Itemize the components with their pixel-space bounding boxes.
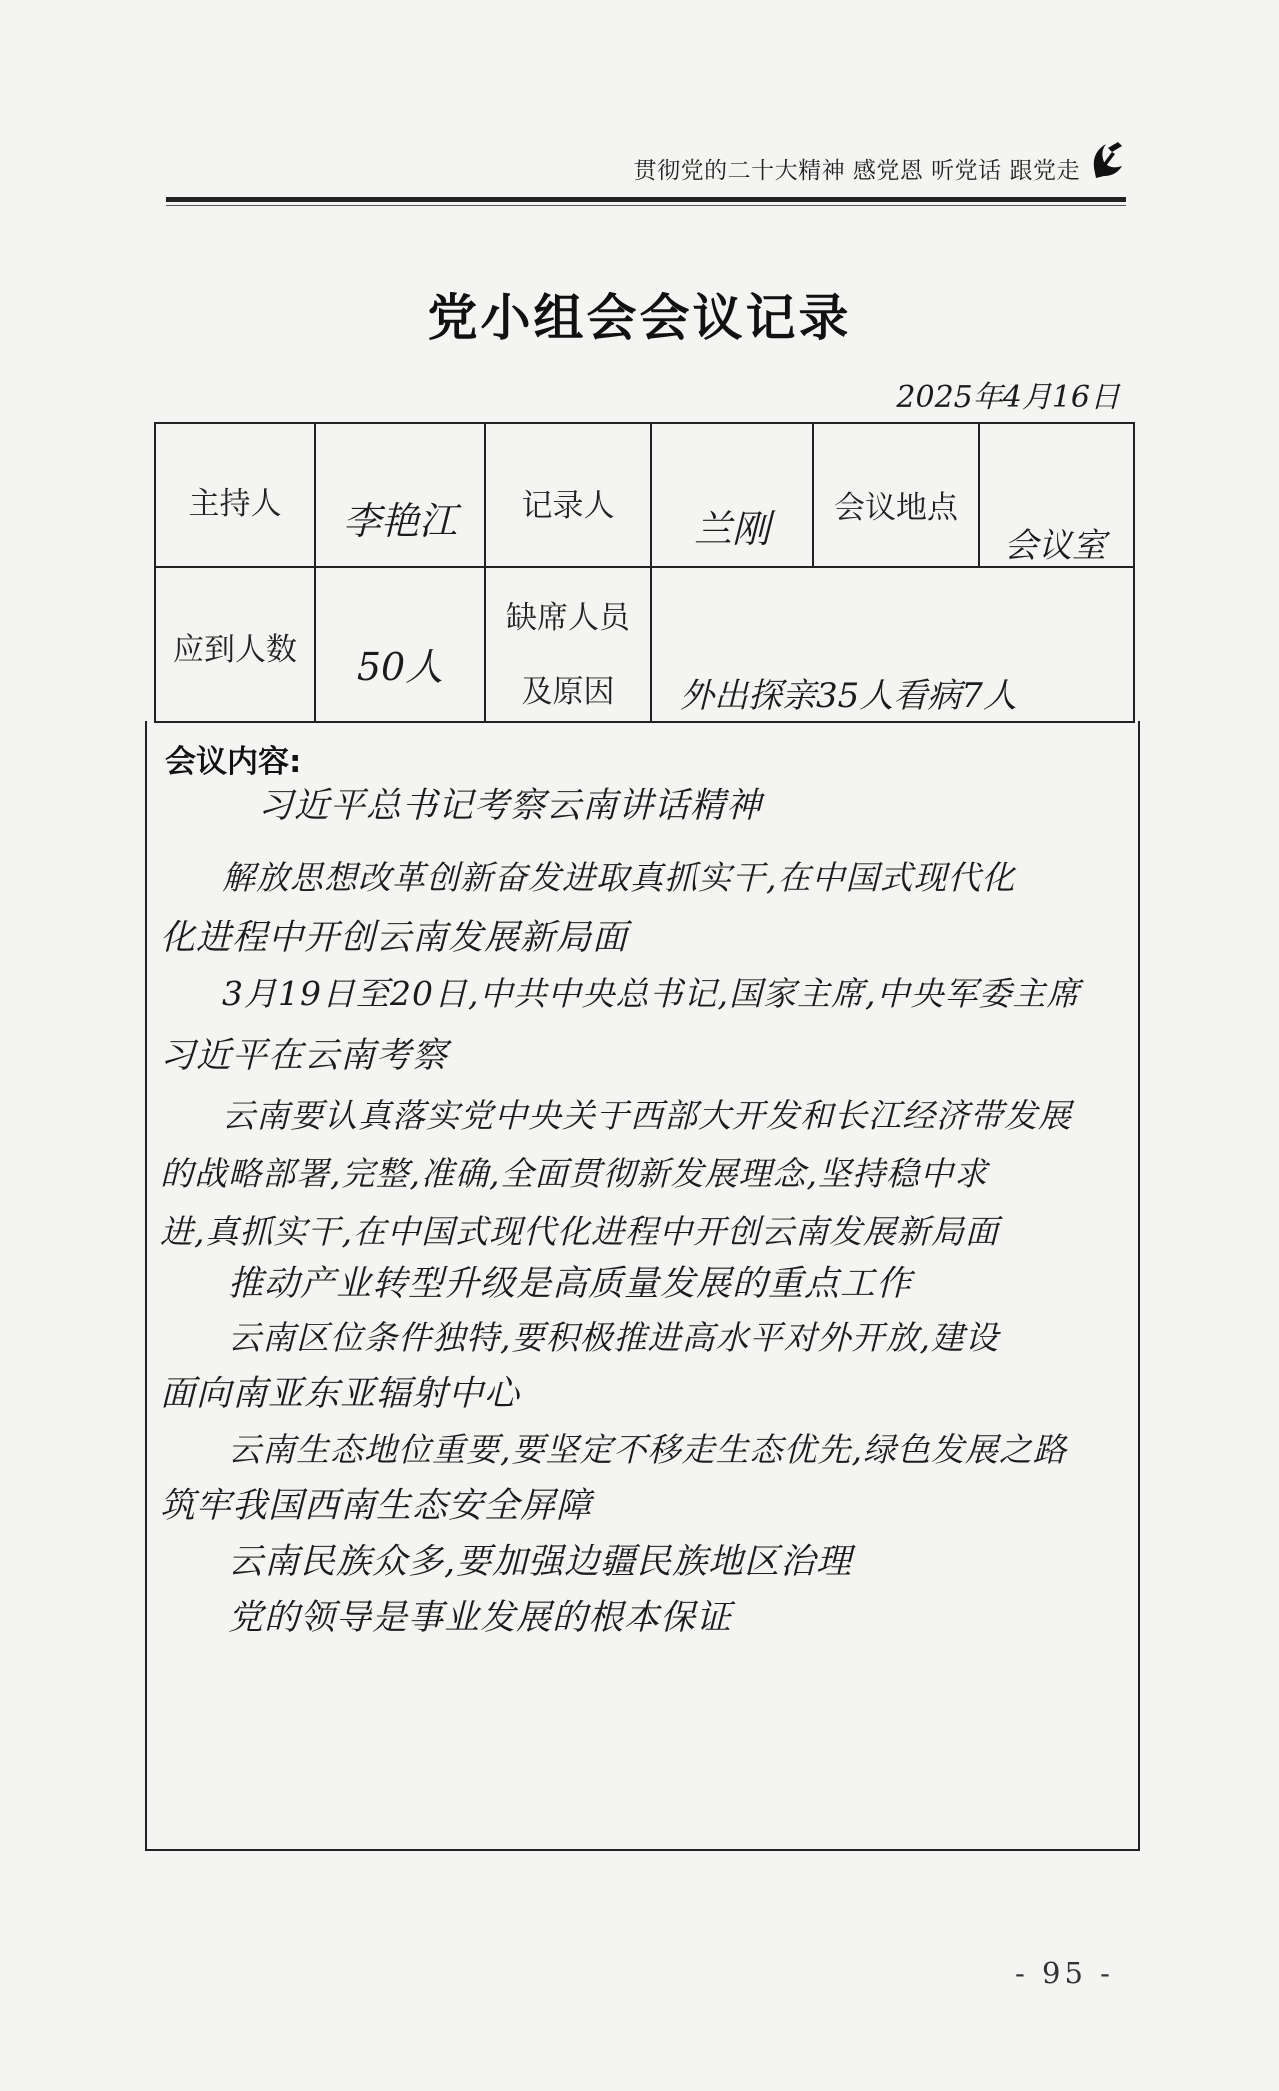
party-emblem-icon [1086, 138, 1130, 182]
expected-attendance-value: 50人 [356, 645, 444, 689]
header-rule [166, 197, 1126, 202]
meeting-date: 2025年4月16日 [896, 380, 1120, 415]
absent-label-line1: 缺席人员 [506, 600, 630, 636]
table-col-divider [650, 422, 652, 723]
recorder-value: 兰刚 [693, 507, 770, 551]
content-line: 推动产业转型升级是高质量发展的重点工作 [228, 1264, 913, 1304]
content-line: 筑牢我国西南生态安全屏障 [160, 1486, 593, 1526]
expected-attendance-label: 应到人数 [173, 632, 297, 668]
content-line: 解放思想改革创新奋发进取真抓实干,在中国式现代化 [222, 858, 1016, 897]
content-line: 云南生态地位重要,要坚定不移走生态优先,绿色发展之路 [228, 1430, 1067, 1469]
host-label: 主持人 [188, 486, 282, 522]
host-value: 李艳江 [342, 499, 457, 543]
absent-label-line2: 及原因 [521, 674, 615, 710]
content-label: 会议内容: [165, 744, 302, 780]
recorder-label: 记录人 [521, 488, 615, 524]
header-slogan: 贯彻党的二十大精神 感党恩 听党话 跟党走 [633, 158, 1080, 184]
content-line: 面向南亚东亚辐射中心 [160, 1374, 521, 1414]
header-rule-thin [166, 205, 1126, 206]
content-line: 习近平在云南考察 [160, 1036, 449, 1076]
location-label: 会议地点 [834, 490, 958, 526]
location-value: 会议室 [1004, 526, 1106, 566]
content-line: 的战略部署,完整,准确,全面贯彻新发展理念,坚持稳中求 [160, 1154, 988, 1193]
content-line: 化进程中开创云南发展新局面 [160, 918, 629, 958]
content-line: 云南区位条件独特,要积极推进高水平对外开放,建设 [228, 1318, 999, 1357]
content-line: 进,真抓实干,在中国式现代化进程中开创云南发展新局面 [160, 1212, 999, 1251]
content-line: 习近平总书记考察云南讲话精神 [258, 786, 763, 826]
content-line: 云南民族众多,要加强边疆民族地区治理 [228, 1542, 853, 1582]
absent-value: 外出探亲35人看病7人 [680, 676, 1017, 716]
content-line: 党的领导是事业发展的根本保证 [228, 1598, 733, 1638]
content-line: 云南要认真落实党中央关于西部大开发和长江经济带发展 [222, 1096, 1072, 1135]
page-number: - 95 - [1015, 1956, 1114, 1990]
page-title: 党小组会会议记录 [427, 289, 852, 347]
content-line: 3月19日至20日,中共中央总书记,国家主席,中央军委主席 [222, 974, 1081, 1013]
